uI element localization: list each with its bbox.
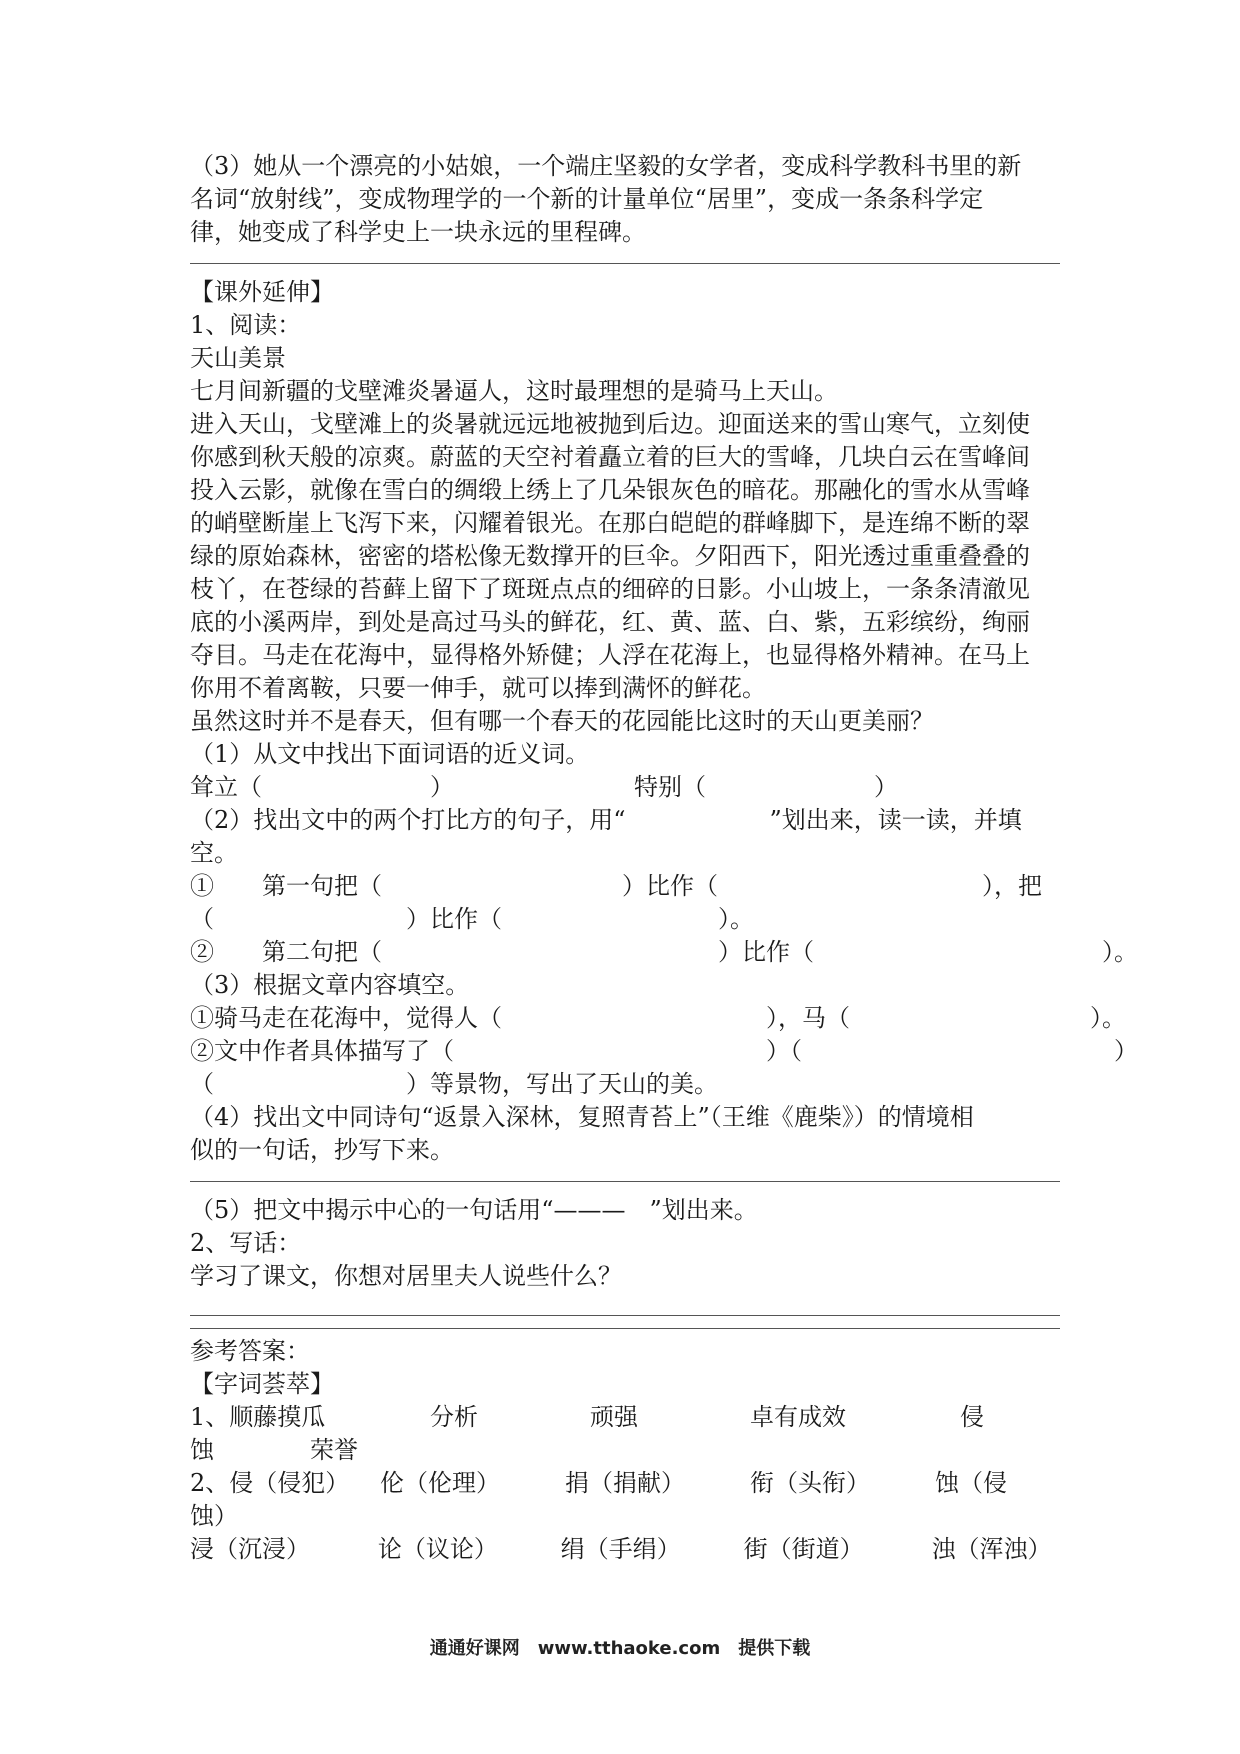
reading-label: 1、阅读： (190, 311, 302, 339)
answer-line (190, 1315, 1060, 1316)
passage-line: 你感到秋天般的凉爽。蔚蓝的天空衬着矗立着的巨大的雪峰，几块白云在雪峰间 (190, 443, 1030, 471)
answer-cell: 衔（头衔） (750, 1469, 870, 1497)
passage-line: 枝丫，在苍绿的苔藓上留下了斑斑点点的细碎的日影。小山坡上，一条条清澈见 (190, 575, 1030, 603)
answers-label: 参考答案： (190, 1337, 310, 1365)
passage-line: 七月间新疆的戈壁滩炎暑逼人，这时最理想的是骑马上天山。 (190, 377, 838, 405)
passage-line: 进入天山，戈壁滩上的炎暑就远远地被抛到后边。迎面送来的雪山寒气，立刻使 (190, 410, 1030, 438)
question-line: 似的一句话，抄写下来。 (190, 1136, 454, 1164)
answer-cell: 蚀（侵 (935, 1469, 1007, 1497)
writing-label: 2、写话： (190, 1229, 302, 1257)
question-5: （5）把文中揭示中心的一句话用“——— ”划出来。 (190, 1196, 758, 1224)
answer-cell: 1、顺藤摸瓜 (190, 1403, 326, 1431)
answer-cell: 街（街道） (743, 1535, 864, 1563)
question-line: 空。 (190, 839, 238, 867)
question-line: （4）找出文中同诗句“返景入深林，复照青苔上”（王维《鹿柴》）的情境相 (190, 1103, 974, 1131)
answer-cell: 2、侵（侵犯） (190, 1469, 350, 1497)
answer-cell: 蚀） (190, 1502, 238, 1530)
paragraph-3-line-3: 律，她变成了科学史上一块永远的里程碑。 (190, 218, 646, 246)
answer-cell: 卓有成效 (750, 1403, 846, 1431)
answer-cell: 分析 (430, 1403, 478, 1431)
passage-line: 绿的原始森林，密密的塔松像无数撑开的巨伞。夕阳西下，阳光透过重重叠叠的 (190, 542, 1030, 570)
question-line: （ ）等景物，写出了天山的美。 (190, 1070, 718, 1098)
answer-cell: 蚀 (190, 1436, 214, 1464)
extension-heading: 【课外延伸】 (190, 278, 334, 306)
passage-line: 夺目。马走在花海中，显得格外矫健；人浮在花海上，也显得格外精神。在马上 (190, 641, 1030, 669)
answer-cell: 论（议论） (377, 1535, 498, 1563)
answer-line (190, 263, 1060, 264)
answer-cell: 顽强 (590, 1403, 638, 1431)
answer-cell: 浸（沉浸） (190, 1535, 310, 1563)
answer-row-1b (190, 1434, 1060, 1467)
answer-cell: 浊（浑浊） (931, 1535, 1052, 1563)
answer-line (190, 1328, 1060, 1329)
question-line: （1）从文中找出下面词语的近义词。 (190, 740, 590, 768)
answer-row-2 (190, 1467, 1060, 1500)
answer-row-3 (190, 1533, 1060, 1566)
passage-line: 投入云影，就像在雪白的绸缎上绣上了几朵银灰色的暗花。那融化的雪水从雪峰 (190, 476, 1030, 504)
question-line: ② 第二句把（ ）比作（ ）。 (190, 938, 1138, 966)
answer-cell: 捐（捐献） (565, 1469, 685, 1497)
answer-line (190, 1181, 1060, 1182)
passage-line: 虽然这时并不是春天，但有哪一个春天的花园能比这时的天山更美丽？ (190, 707, 934, 735)
answer-cell: 伦（伦理） (380, 1469, 500, 1497)
question-line: ① 第一句把（ ）比作（ ），把 (190, 872, 1042, 900)
passage-line: 底的小溪两岸，到处是高过马头的鲜花，红、黄、蓝、白、紫，五彩缤纷，绚丽 (190, 608, 1030, 636)
question-line: （3）根据文章内容填空。 (190, 971, 470, 999)
answer-cell: 绢（手绢） (560, 1535, 681, 1563)
answer-row-1 (190, 1401, 1060, 1434)
passage-line: 你用不着离鞍，只要一伸手，就可以捧到满怀的鲜花。 (190, 674, 766, 702)
question-line: 耸立（ ） 特别（ ） (190, 773, 898, 801)
question-line: ①骑马走在花海中，觉得人（ ），马（ ）。 (190, 1004, 1126, 1032)
question-line: （2）找出文中的两个打比方的句子，用“ ”划出来，读一读，并填 (190, 806, 1022, 834)
footer-source: 通通好课网 www.tthaoke.com 提供下载 (429, 1638, 811, 1659)
document-body (190, 150, 1138, 1566)
answers-section: 【字词荟萃】 (190, 1370, 334, 1398)
paragraph-3-line-1: （3）她从一个漂亮的小姑娘，一个端庄坚毅的女学者，变成科学教科书里的新 (190, 152, 1022, 180)
passage-title: 天山美景 (190, 344, 286, 372)
writing-prompt: 学习了课文，你想对居里夫人说些什么？ (190, 1262, 622, 1290)
paragraph-3-line-2: 名词“放射线”，变成物理学的一个新的计量单位“居里”，变成一条条科学定 (190, 185, 984, 213)
answer-cell: 侵 (960, 1403, 984, 1431)
question-line: （ ）比作（ ）。 (190, 905, 754, 933)
answer-cell: 荣誉 (310, 1436, 358, 1464)
passage-line: 的峭壁断崖上飞泻下来，闪耀着银光。在那白皑皑的群峰脚下，是连绵不断的翠 (190, 509, 1030, 537)
answer-row-2b (190, 1500, 1060, 1533)
question-line: ②文中作者具体描写了（ ）（ ） (190, 1037, 1138, 1065)
